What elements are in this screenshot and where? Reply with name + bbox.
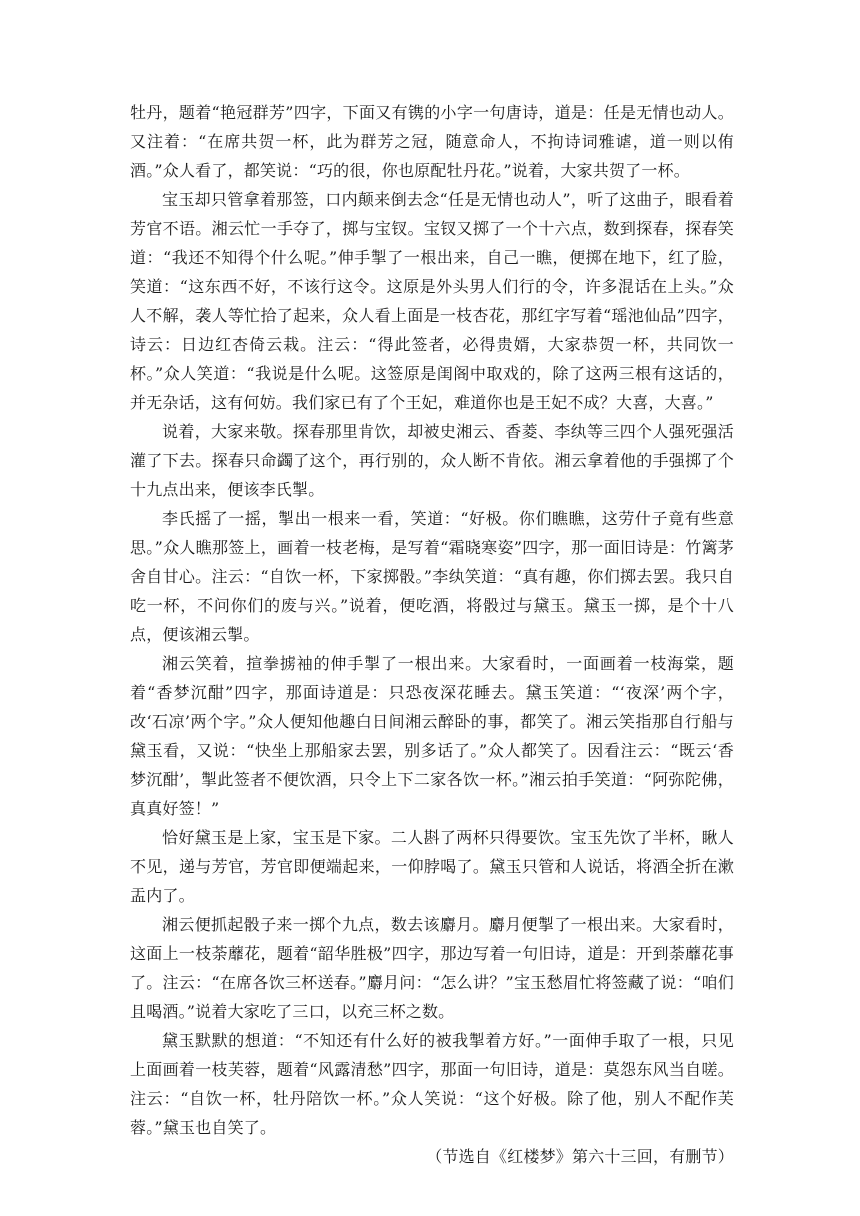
- paragraph-5: 湘云笑着，揎拳掳袖的伸手掣了一根出来。大家看时，一面画着一枝海棠，题着“香梦沉酣”四字，那面诗道是：只恐夜深花睡去。黛玉笑道：“‘夜深’两个字，改‘石凉’两个字。”众人便知他趣白日间湘云醉卧的事，都笑了。湘云笑指那自行船与黛玉看，又说：“快坐上那船家去罢，别多话了。”众人都笑了。因看注云：“既云‘香梦沉酣’，掣此签者不便饮酒，只令上下二家各饮一杯。”湘云拍手笑道：“阿弥陀佛，真真好签！”: [130, 654, 734, 818]
- paragraph-3: 说着，大家来敬。探春那里肯饮，却被史湘云、香菱、李纨等三四个人强死强活灌了下去。探春只命蠲了这个，再行别的，众人断不肯依。湘云拿着他的手强掷了个十九点出来，便该李氏掣。: [130, 422, 734, 499]
- paragraph-7: 湘云便抓起骰子来一掷个九点，数去该麝月。麝月便掣了一根出来。大家看时，这面上一枝荼蘼花，题着“韶华胜极”四字，那边写着一句旧诗，道是：开到荼蘼花事了。注云：“在席各饮三杯送春。”麝月问：“怎么讲？”宝玉愁眉忙将签藏了说：“咱们且喝酒。”说着大家吃了三口，以充三杯之数。: [130, 915, 734, 1021]
- source-citation: （节选自《红楼梦》第六十三回，有删节）: [426, 1147, 734, 1166]
- paragraph-1: 牡丹，题着“艳冠群芳”四字，下面又有镌的小字一句唐诗，道是：任是无情也动人。又注着：“在席共贺一杯，此为群芳之冠，随意命人，不拘诗词雅谑，道一则以侑酒。”众人看了，都笑说：“巧的很，你也原配牡丹花。”说着，大家共贺了一杯。: [130, 103, 734, 180]
- paragraph-4: 李氏摇了一摇，掣出一根来一看，笑道：“好极。你们瞧瞧，这劳什子竟有些意思。”众人瞧那签上，画着一枝老梅，是写着“霜晓寒姿”四字，那一面旧诗是：竹篱茅舍自甘心。注云：“自饮一杯，下家掷骰。”李纨笑道：“真有趣，你们掷去罢。我只自吃一杯，不问你们的废与兴。”说着，便吃酒，将骰过与黛玉。黛玉一掷，是个十八点，便该湘云掣。: [130, 509, 734, 644]
- document-page: [130, 98, 734, 1171]
- paragraph-8: 黛玉默默的想道：“不知还有什么好的被我掣着方好。”一面伸手取了一根，只见上面画着一枝芙蓉，题着“风露清愁”四字，那面一句旧诗，道是：莫怨东风当自嗟。注云：“自饮一杯，牡丹陪饮一杯。”众人笑说：“这个好极。除了他，别人不配作芙蓉。”黛玉也自笑了。: [130, 1031, 734, 1137]
- paragraph-6: 恰好黛玉是上家，宝玉是下家。二人斟了两杯只得要饮。宝玉先饮了半杯，瞅人不见，递与芳官，芳官即便端起来，一仰脖喝了。黛玉只管和人说话，将酒全折在漱盂内了。: [130, 828, 734, 905]
- paragraph-2: 宝玉却只管拿着那签，口内颠来倒去念“任是无情也动人”，听了这曲子，眼看着芳官不语。湘云忙一手夺了，掷与宝钗。宝钗又掷了一个十六点，数到探春，探春笑道：“我还不知得个什么呢。”伸手掣了一根出来，自己一瞧，便掷在地下，红了脸，笑道：“这东西不好，不该行这令。这原是外头男人们行的令，许多混话在上头。”众人不解，袭人等忙拾了起来，众人看上面是一枝杏花，那红字写着“瑶池仙品”四字，诗云：日边红杏倚云栽。注云：“得此签者，必得贵婿，大家恭贺一杯，共同饮一杯。”众人笑道：“我说是什么呢。这签原是闺阁中取戏的，除了这两三根有这话的，并无杂话，这有何妨。我们家已有了个王妃，难道你也是王妃不成？大喜，大喜。”: [130, 190, 734, 412]
